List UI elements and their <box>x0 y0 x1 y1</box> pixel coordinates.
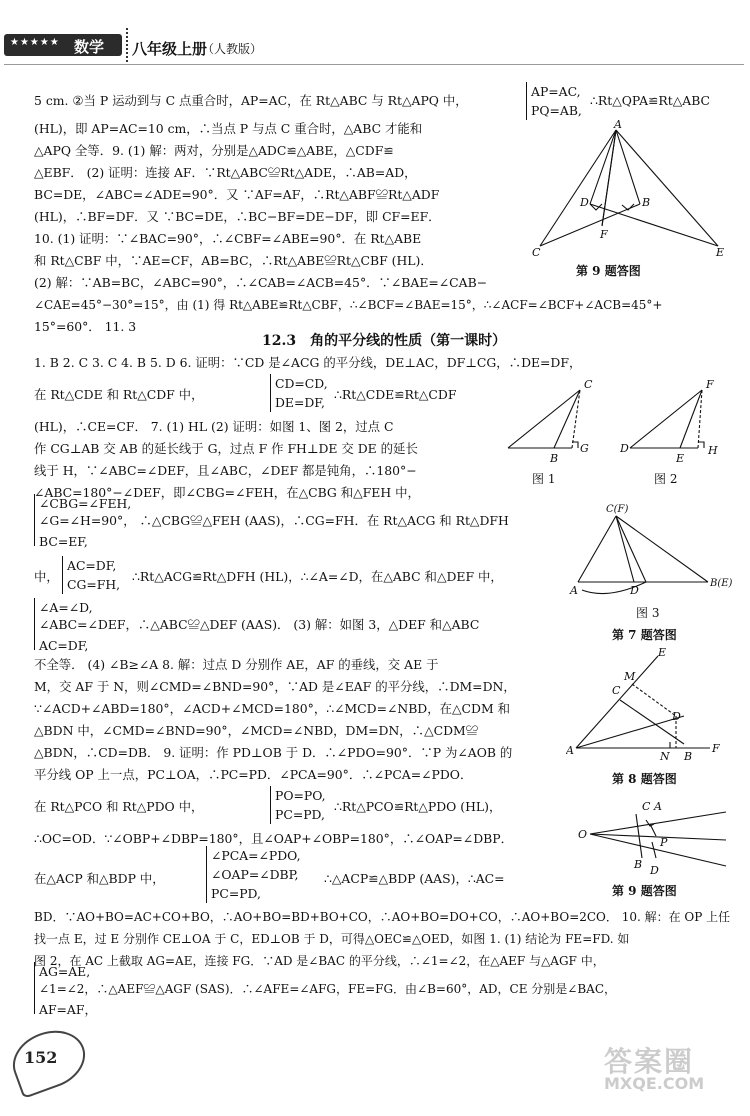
brace-row: PO=PO, <box>275 788 326 803</box>
brace-row: AF=AF， <box>39 1002 97 1017</box>
label-C: C <box>612 684 621 697</box>
figure-3 <box>568 500 738 602</box>
text-line: 平分线 OP 上一点，PC⊥OA，∴PC=PD．∠PCA=90°．∴∠PCA=∠PDO． <box>34 767 473 782</box>
label-N: N <box>660 750 670 763</box>
brace-system <box>206 846 301 903</box>
watermark: 答案圈 <box>604 1045 695 1078</box>
text-line: (HL)，∴BF=DF．又 ∵BC=DE，∴BC−BF=DE−DF，即 CF=EF． <box>34 209 441 224</box>
text-line: 不全等． (4) ∠B≥∠A 8. 解：过点 D 分别作 AE，AF 的垂线，交 AE 于 <box>34 657 439 672</box>
brace-row: PQ=AB, <box>531 103 582 118</box>
subject-label: 数学 <box>74 38 105 56</box>
text-line: 在 Rt△CDE 和 Rt△CDF 中， <box>34 387 204 402</box>
brace-row: AC=DF, <box>67 558 117 573</box>
figure-q8 <box>566 644 736 764</box>
section-title: 12.3 角的平分线的性质（第一课时） <box>262 333 507 349</box>
label-H: H <box>708 444 718 457</box>
text-line: 10. (1) 证明：∵∠BAC=90°，∴∠CBF=∠ABE=90°．在 Rt△ABE <box>34 231 422 246</box>
figure-1 <box>500 376 610 466</box>
label-C: C <box>584 378 593 391</box>
label-F: F <box>600 228 608 241</box>
text-line: ∠1=∠2，∴△AEF≌△AGF (SAS)．∴∠AFE=∠AFG，FE=FG．由∠B=60°，AD，CE 分别是∠BAC， <box>39 982 617 996</box>
brace-system <box>270 374 328 412</box>
label-B: B <box>684 750 693 763</box>
brace-system <box>270 786 326 824</box>
label-A: A <box>654 800 662 813</box>
label-D: D <box>620 442 629 455</box>
label-M: M <box>624 670 636 683</box>
text-line: BC=DE，∠ABC=∠ADE=90°．又 ∵AF=AF，∴Rt△ABF≌Rt△ADF <box>34 187 440 202</box>
text-line: ∴Rt△QPA≌Rt△ABC <box>590 93 711 108</box>
label-D: D <box>630 584 639 597</box>
book-title: 八年级上册 <box>132 40 208 58</box>
brace-system <box>62 556 120 594</box>
text-line: BD．∵AO+BO=AC+CO+BO，∴AO+BO=BD+BO+CO，∴AO+BO=DO+CO，∴AO+BO=2CO． 10. 解：在 OP 上任 <box>34 910 731 924</box>
label-D: D <box>580 196 589 209</box>
label-C: C <box>642 800 651 813</box>
brace-row: AG=AE, <box>39 964 91 979</box>
label-E: E <box>716 246 725 259</box>
text-line: △APQ 全等．9. (1) 解：两对，分别是△ADC≌△ABE，△CDF≌ <box>34 143 394 158</box>
text-line: (HL)，即 AP=AC=10 cm，∴当点 P 与点 C 重合时，△ABC 才能和 <box>34 121 423 136</box>
text-line: 在△ACP 和△BDP 中， <box>34 871 165 886</box>
brace-row: BC=EF, <box>39 534 88 549</box>
text-line: ∴Rt△PCO≌Rt△PDO (HL)， <box>334 799 502 814</box>
text-line: ∵∠ACD+∠ABD=180°，∠ACD+∠MCD=180°，∴∠MCD=∠NBD，在△CDM 和 <box>34 701 510 716</box>
text-line: 图 2，在 AC 上截取 AG=AE，连接 FG．∵AD 是∠BAC 的平分线，∴∠1=∠2，在△AEF 与△AGF 中， <box>34 954 605 968</box>
figure-2 <box>620 376 730 466</box>
difficulty-stars: ★★★★★ <box>10 37 60 48</box>
brace-row: CD=CD, <box>275 376 328 391</box>
label-F: F <box>712 742 720 755</box>
text-line: (2) 解：∵AB=BC，∠ABC=90°，∴∠CAB=∠ACB=45°．∵∠BAE=∠CAB− <box>34 275 488 290</box>
text-line: 在 Rt△PCO 和 Rt△PDO 中， <box>34 799 204 814</box>
label-P: P <box>660 836 668 849</box>
figure-caption: 第 7 题答图 <box>612 628 677 642</box>
text-line: ∴OC=OD．∵∠OBP+∠DBP=180°，且∠OAP+∠OBP=180°，∴∠OAP=∠DBP． <box>34 831 513 846</box>
label-B: B <box>642 196 651 209</box>
text-line: △BDN 中，∠CMD=∠BND=90°，∠MCD=∠NBD，DM=DN，∴△CDM≌ <box>34 723 479 738</box>
label-F: F <box>706 378 714 391</box>
text-line: ∠G=∠H=90°， ∴△CBG≌△FEH (AAS)，∴CG=FH．在 Rt△ACG 和 Rt△DFH <box>39 513 509 528</box>
label-D: D <box>650 864 659 877</box>
label-O: O <box>578 828 588 841</box>
text-line: ∴△ACP≌△BDP (AAS)，∴AC= <box>324 871 505 886</box>
label-G: G <box>580 442 589 455</box>
text-line: △EBF． (2) 证明：连接 AF．∵Rt△ABC≌Rt△ADE，∴AB=AD， <box>34 165 417 180</box>
figure-caption: 第 9 题答图 <box>576 264 641 278</box>
figure-caption: 图 1 <box>532 472 556 486</box>
figure-q9-kite <box>530 118 730 268</box>
brace-row: PC=PD, <box>275 807 325 822</box>
text-line: ∴Rt△CDE≌Rt△CDF <box>334 387 457 402</box>
text-line: (HL)，∴CE=CF． 7. (1) HL (2) 证明：如图 1、图 2，过点 C <box>34 419 394 434</box>
label-E: E <box>676 452 685 465</box>
brace-row: ∠A=∠D, <box>39 600 93 615</box>
text-line: 线于 H，∵∠ABC=∠DEF，且∠ABC，∠DEF 都是钝角，∴180°− <box>34 463 417 478</box>
brace-row: ∠PCA=∠PDO, <box>211 848 301 863</box>
text-line: △BDN，∴CD=DB． 9. 证明：作 PD⊥OB 于 D．∴∠PDO=90°．∵P 为∠AOB 的 <box>34 745 513 760</box>
text-line: ∴Rt△ACG≌Rt△DFH (HL)，∴∠A=∠D，在△ABC 和△DEF 中， <box>132 569 503 584</box>
text-line: 中， <box>34 569 59 584</box>
label-A: A <box>566 744 574 757</box>
brace-row: ∠CBG=∠FEH, <box>39 496 132 511</box>
figure-caption: 第 8 题答图 <box>612 772 677 786</box>
text-line: 15°=60°． 11. 3 <box>34 319 137 334</box>
header-divider <box>126 28 128 62</box>
brace-row: CG=FH, <box>67 577 121 592</box>
label-C: C <box>532 246 541 259</box>
figure-caption: 图 3 <box>636 606 660 620</box>
label-B: B <box>634 858 643 871</box>
text-line: 作 CG⊥AB 交 AB 的延长线于 G，过点 F 作 FH⊥DE 交 DE 的延长 <box>34 441 418 456</box>
text-line: M，交 AF 于 N，则∠CMD=∠BND=90°，∵AD 是∠EAF 的平分线，∴DM=DN， <box>34 679 516 694</box>
book-edition: （人教版） <box>202 42 263 56</box>
watermark-url: MXQE.COM <box>604 1074 705 1093</box>
page-number: 152 <box>24 1048 58 1067</box>
brace-row: DE=DF, <box>275 395 325 410</box>
page-header <box>4 28 744 58</box>
text-line: 和 Rt△CBF 中，∵AE=CF，AB=BC，∴Rt△ABE≌Rt△CBF (HL)． <box>34 253 433 268</box>
label-BE: B(E) <box>710 578 733 589</box>
label-E: E <box>658 646 667 659</box>
text-line: 5 cm. ②当 P 运动到与 C 点重合时，AP=AC，在 Rt△ABC 与 Rt△APQ 中， <box>34 93 468 108</box>
label-D: D <box>672 710 681 723</box>
label-B: B <box>550 452 559 465</box>
brace-row: AP=AC, <box>531 84 581 99</box>
text-line: 1. B 2. C 3. C 4. B 5. D 6. 证明：∵CD 是∠ACG 的平分线，DE⊥AC，DF⊥CG，∴DE=DF， <box>34 355 582 370</box>
label-A: A <box>614 118 622 131</box>
figure-caption: 图 2 <box>654 472 678 486</box>
figure-caption: 第 9 题答图 <box>612 884 677 898</box>
text-line: ∠ABC=∠DEF，∴△ABC≌△DEF (AAS)． (3) 解：如图 3，△DEF 和△ABC <box>39 617 480 632</box>
brace-row: ∠OAP=∠DBP, <box>211 867 299 882</box>
label-A: A <box>570 584 578 597</box>
header-rule <box>4 64 744 65</box>
text-line: ∠CAE=45°−30°=15°，由 (1) 得 Rt△ABE≌Rt△CBF，∴∠BCF=∠BAE=15°，∴∠ACF=∠BCF+∠ACB=45°+ <box>34 298 663 312</box>
brace-row: AC=DF, <box>39 638 89 653</box>
text-line: 找一点 E，过 E 分别作 CE⊥OA 于 C，ED⊥OB 于 D，可得△OEC≌△OED，如图 1. (1) 结论为 FE=FD. 如 <box>34 932 630 946</box>
label-CF: C(F) <box>606 504 629 515</box>
brace-row: PC=PD, <box>211 886 261 901</box>
brace-system <box>526 82 582 120</box>
text-line: ∠ABC=180°−∠DEF，即∠CBG=∠FEH，在△CBG 和△FEH 中， <box>34 485 420 500</box>
figure-q9-angle <box>576 796 736 882</box>
